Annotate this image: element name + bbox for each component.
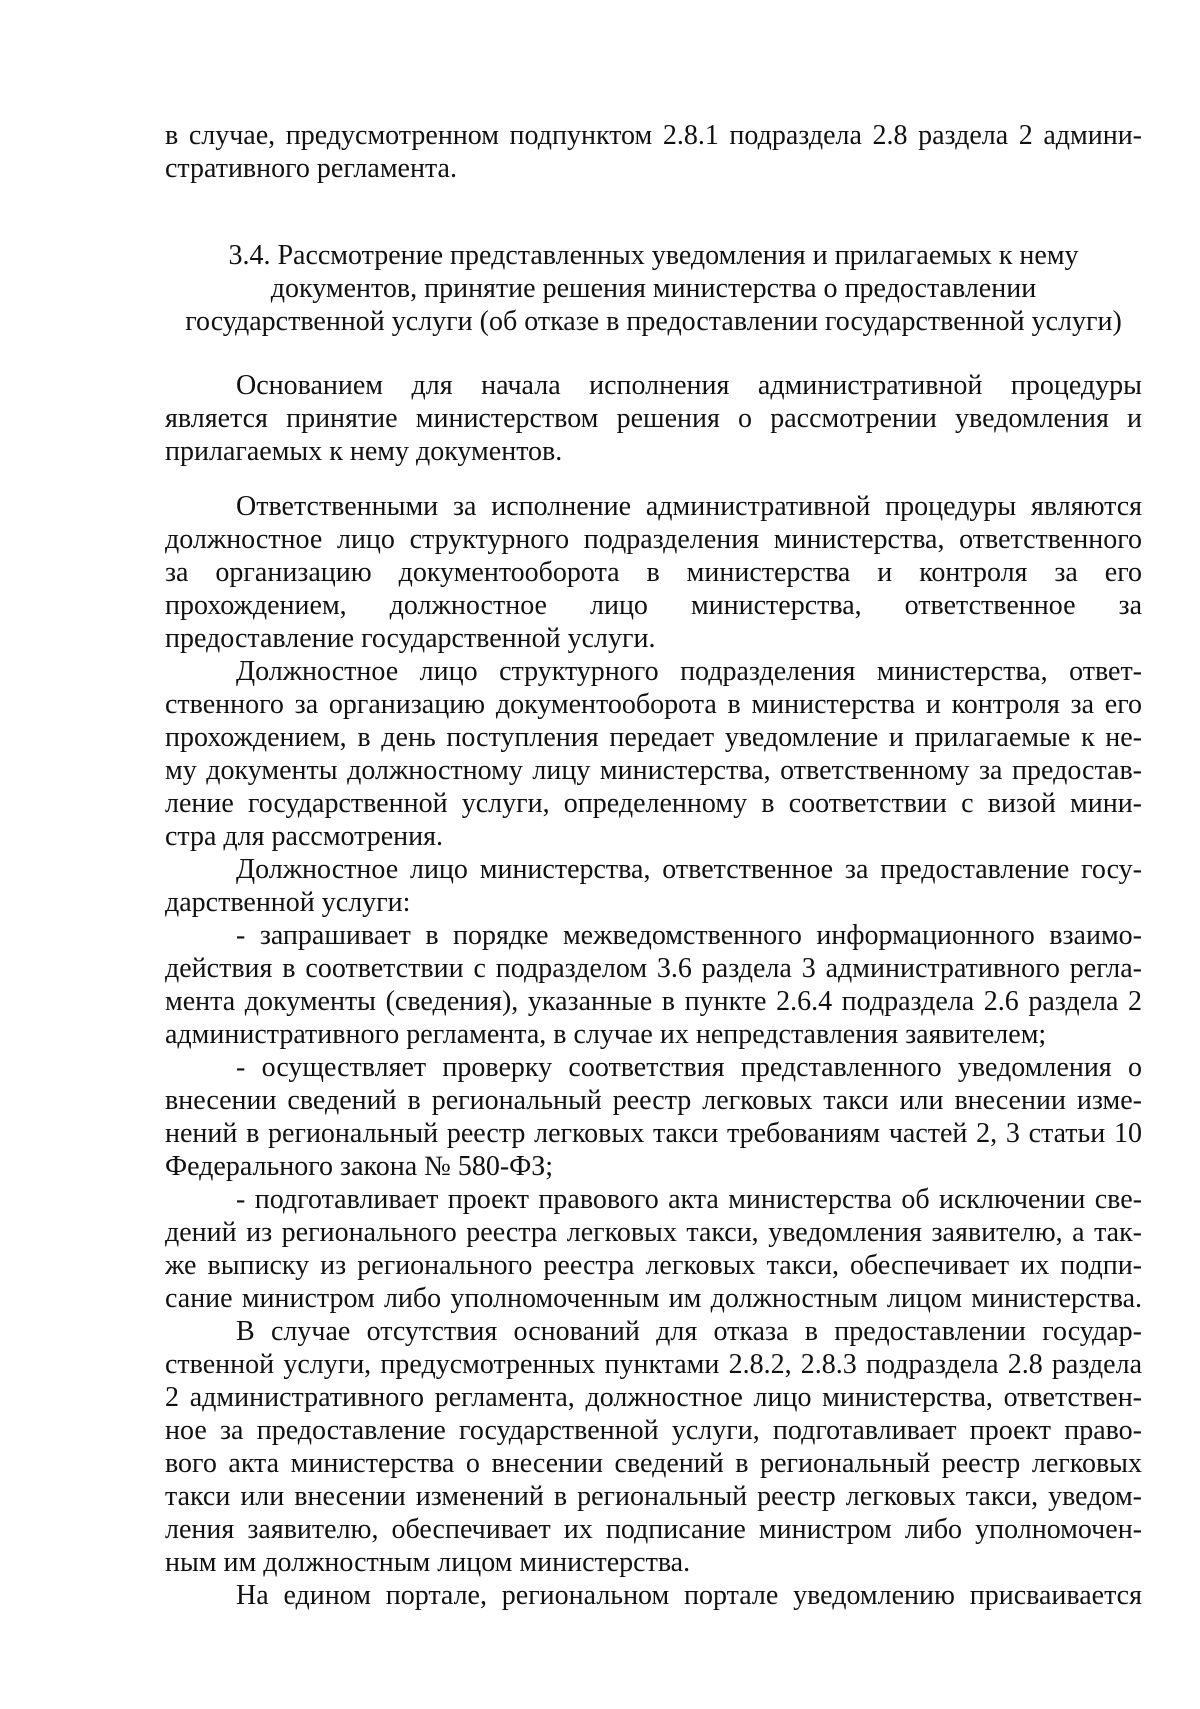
text-line: за организацию документооборота в министерства и контроля за его: [165, 557, 1142, 588]
text-line: предоставление государственной услуги.: [165, 623, 656, 654]
text-line: прохождением, должностное лицо министерства, ответственное за: [165, 590, 1142, 621]
text-line: дарственной услуги:: [165, 887, 411, 918]
list-item-line: же выписку из регионального реестра легковых такси, обеспечивает их подпи-: [165, 1250, 1142, 1281]
text-line: является принятие министерством решения о рассмотрении уведомления и: [165, 403, 1142, 434]
text-line: прохождением, в день поступления передает уведомление и прилагаемые к не-: [165, 722, 1142, 753]
list-item-line: - осуществляет проверку соответствия представленного уведомления о: [236, 1052, 1142, 1083]
text-line: в случае, предусмотренном подпунктом 2.8.1 подраздела 2.8 раздела 2 админи-: [165, 120, 1142, 151]
text-line: стративного регламента.: [165, 153, 457, 184]
text-line: ственного за организацию документооборота в министерства и контроля за его: [165, 689, 1142, 720]
section-heading-line: документов, принятие решения министерства о предоставлении: [270, 273, 1037, 304]
text-line: прилагаемых к нему документов.: [165, 436, 563, 467]
text-line: Должностное лицо структурного подразделения министерства, ответ-: [236, 656, 1142, 687]
text-line: ления заявителю, обеспечивает их подписание министром либо уполномочен-: [165, 1514, 1142, 1545]
list-item-line: действия в соответствии с подразделом 3.6 раздела 3 административного регла-: [165, 953, 1142, 984]
list-item-line: - подготавливает проект правового акта министерства об исключении све-: [236, 1184, 1142, 1215]
list-item-line: Федерального закона № 580-ФЗ;: [165, 1151, 554, 1182]
list-item-line: нений в региональный реестр легковых такси требованиям частей 2, 3 статьи 10: [165, 1118, 1142, 1149]
section-heading-line: 3.4. Рассмотрение представленных уведомления и прилагаемых к нему: [228, 240, 1079, 271]
text-line: ственной услуги, предусмотренных пунктами 2.8.2, 2.8.3 подраздела 2.8 раздела: [165, 1349, 1142, 1380]
text-line: На едином портале, региональном портале уведомлению присваивается: [236, 1580, 1142, 1611]
text-line: вого акта министерства о внесении сведений в региональный реестр легковых: [165, 1448, 1142, 1479]
text-line: должностное лицо структурного подразделения министерства, ответственного: [165, 524, 1142, 555]
list-item-line: - запрашивает в порядке межведомственного информационного взаимо-: [236, 920, 1142, 951]
text-line: 2 административного регламента, должностное лицо министерства, ответствен-: [165, 1382, 1142, 1413]
text-line: В случае отсутствия оснований для отказа в предоставлении государ-: [236, 1316, 1142, 1347]
text-line: такси или внесении изменений в региональный реестр легковых такси, уведом-: [165, 1481, 1142, 1512]
text-line: му документы должностному лицу министерства, ответственному за предостав-: [165, 755, 1142, 786]
text-line: Должностное лицо министерства, ответственное за предоставление госу-: [236, 854, 1142, 885]
list-item-line: мента документы (сведения), указанные в пункте 2.6.4 подраздела 2.6 раздела 2: [165, 986, 1142, 1017]
list-item-line: внесении сведений в региональный реестр легковых такси или внесении изме-: [165, 1085, 1142, 1116]
list-item-line: административного регламента, в случае их непредставления заявителем;: [165, 1019, 1047, 1050]
text-line: ное за предоставление государственной услуги, подготавливает проект право-: [165, 1415, 1142, 1446]
section-heading-line: государственной услуги (об отказе в предоставлении государственной услуги): [185, 306, 1122, 337]
text-line: ным им должностным лицом министерства.: [165, 1547, 691, 1578]
text-line: Ответственными за исполнение административной процедуры являются: [236, 491, 1142, 522]
list-item-line: дений из регионального реестра легковых такси, уведомления заявителю, а так-: [165, 1217, 1142, 1248]
text-line: стра для рассмотрения.: [165, 821, 444, 852]
text-line: Основанием для начала исполнения административной процедуры: [236, 370, 1142, 401]
list-item-line: сание министром либо уполномоченным им должностным лицом министерства.: [165, 1283, 1142, 1314]
text-line: ление государственной услуги, определенному в соответствии с визой мини-: [165, 788, 1142, 819]
